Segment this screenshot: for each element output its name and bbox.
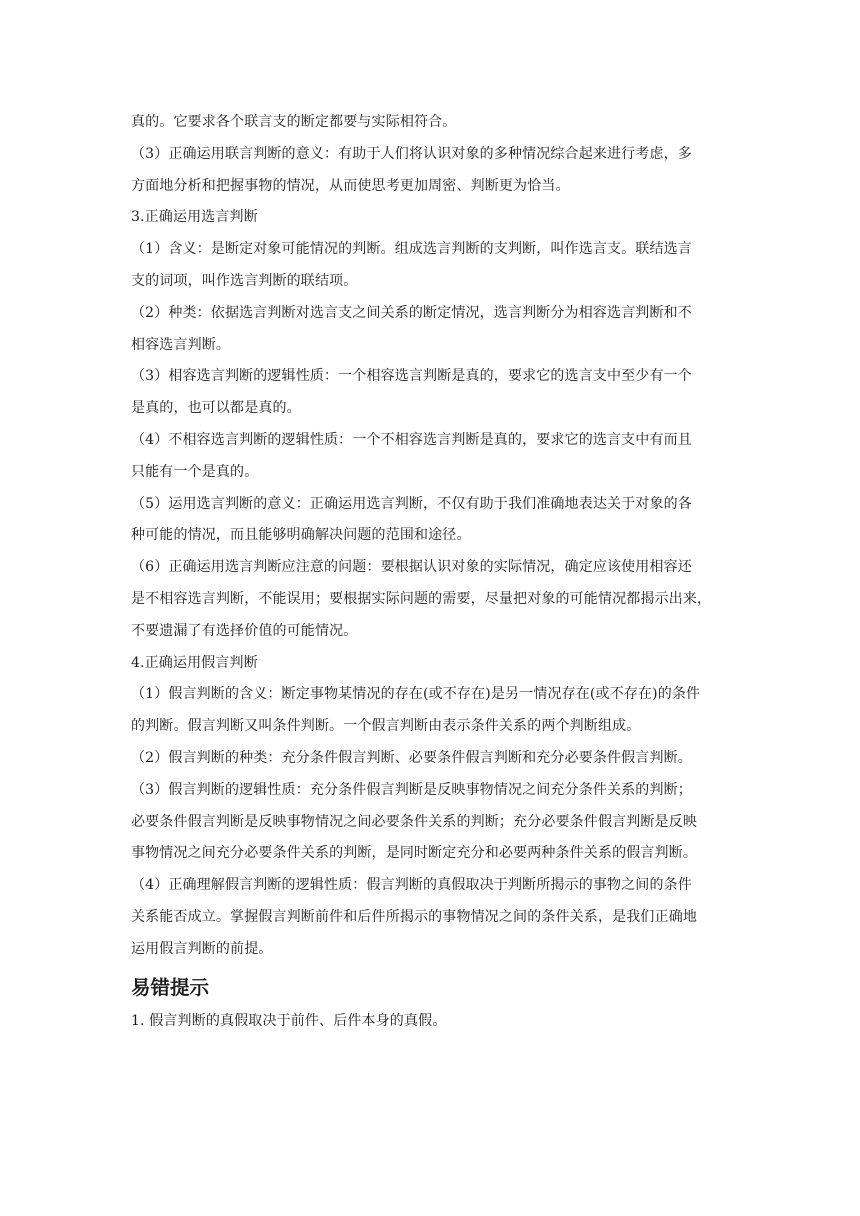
text-line-27: 运用假言判断的前提。 — [131, 940, 273, 957]
document-page — [131, 107, 731, 1037]
text-line-6: 支的词项，叫作选言判断的联结项。 — [131, 272, 358, 289]
text-line-11: （4）不相容选言判断的逻辑性质：一个不相容选言判断是真的，要求它的选言支中有而且 — [131, 431, 692, 448]
text-line-7: （2）种类：依据选言判断对选言支之间关系的断定情况，选言判断分为相容选言判断和不 — [131, 304, 692, 321]
text-line-9: （3）相容选言判断的逻辑性质：一个相容选言判断是真的，要求它的选言支中至少有一个 — [131, 368, 692, 385]
text-line-8: 相容选言判断。 — [131, 336, 231, 353]
text-line-22: （3）假言判断的逻辑性质：充分条件假言判断是反映事物情况之间充分条件关系的判断； — [131, 781, 692, 798]
text-line-3: 方面地分析和把握事物的情况，从而使思考更加周密、判断更为恰当。 — [131, 177, 570, 194]
tip-line-1: 1. 假言判断的真假取决于前件、后件本身的真假。 — [131, 1012, 447, 1029]
text-line-25: （4）正确理解假言判断的逻辑性质：假言判断的真假取决于判断所揭示的事物之间的条件 — [131, 877, 692, 894]
text-line-2: （3）正确运用联言判断的意义：有助于人们将认识对象的多种情况综合起来进行考虑，多 — [131, 145, 692, 162]
subheading-xuanyan: 3.正确运用选言判断 — [131, 209, 258, 226]
text-line-17: 不要遗漏了有选择价值的可能情况。 — [131, 622, 358, 639]
text-line-16: 是不相容选言判断，不能误用；要根据实际问题的需要，尽量把对象的可能情况都揭示出来， — [131, 590, 712, 607]
text-line-1: 真的。它要求各个联言支的断定都要与实际相符合。 — [131, 114, 457, 130]
text-line-26: 关系能否成立。掌握假言判断前件和后件所揭示的事物情况之间的条件关系，是我们正确地 — [131, 908, 697, 925]
text-line-23: 必要条件假言判断是反映事物情况之间必要条件关系的判断；充分必要条件假言判断是反映 — [131, 813, 697, 830]
text-line-13: （5）运用选言判断的意义：正确运用选言判断，不仅有助于我们准确地表达关于对象的各 — [131, 495, 692, 512]
subheading-jiayan: 4.正确运用假言判断 — [131, 654, 258, 671]
text-line-15: （6）正确运用选言判断应注意的问题：要根据认识对象的实际情况，确定应该使用相容还 — [131, 559, 692, 576]
text-line-19: （1）假言判断的含义：断定事物某情况的存在(或不存在)是另一情况存在(或不存在)的条件 — [131, 686, 701, 703]
text-line-12: 只能有一个是真的。 — [131, 463, 259, 480]
section-title-tips: 易错提示 — [131, 975, 210, 999]
text-line-10: 是真的，也可以都是真的。 — [131, 400, 301, 417]
text-line-24: 事物情况之间充分必要条件关系的判断，是同时断定充分和必要两种条件关系的假言判断。 — [131, 845, 697, 862]
text-line-21: （2）假言判断的种类：充分条件假言判断、必要条件假言判断和充分必要条件假言判断。 — [131, 749, 692, 766]
text-line-14: 种可能的情况，而且能够明确解决问题的范围和途径。 — [131, 527, 471, 544]
text-line-5: （1）含义：是断定对象可能情况的判断。组成选言判断的支判断，叫作选言支。联结选言 — [131, 241, 692, 258]
text-line-20: 的判断。假言判断又叫条件判断。一个假言判断由表示条件关系的两个判断组成。 — [131, 718, 641, 735]
